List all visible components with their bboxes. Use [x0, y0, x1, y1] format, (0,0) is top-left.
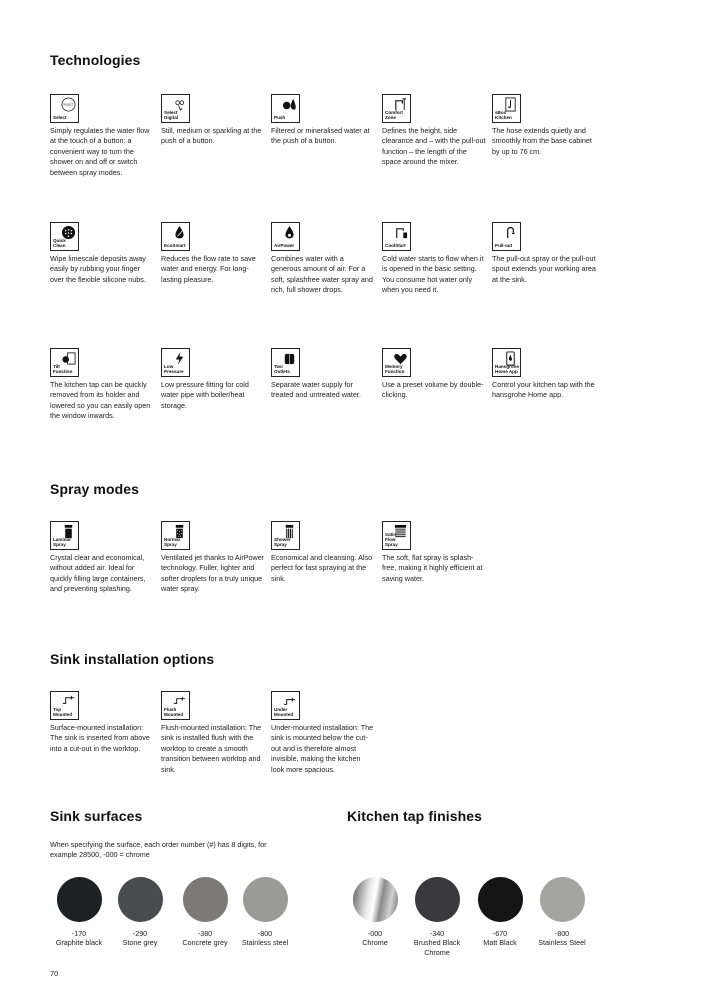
feature-item	[492, 348, 596, 401]
feature-icon-box	[492, 94, 521, 123]
surface-code: -380	[197, 929, 213, 938]
spray-modes-heading: Spray modes	[50, 481, 140, 497]
feature-description: Defines the height, side clearance and – with the pull-out function – the length of the space around the mixer.	[382, 126, 486, 167]
feature-item	[161, 348, 265, 411]
feature-icon-box	[382, 94, 411, 123]
feature-item	[271, 94, 375, 147]
feature-icon-box	[50, 521, 79, 550]
feature-item	[382, 521, 486, 584]
surface-name: Concrete grey	[182, 938, 228, 947]
feature-description: Still, medium or sparkling at the push of a button.	[161, 126, 262, 146]
feature-icon-label: CoolStart	[385, 243, 406, 248]
feature-description: Crystal clear and economical, without added air. Ideal for quickly filling large containers, and preventing splashing.	[50, 553, 146, 594]
feature-item	[271, 348, 375, 401]
feature-icon-box	[492, 222, 521, 251]
ecosmart-icon	[172, 225, 187, 240]
feature-description: Ventilated jet thanks to AirPower technology. Fuller, lighter and softer droplets for a truly unique water spray.	[161, 553, 265, 594]
feature-description: Simply regulates the water flow at the touch of a button: a convenient way to turn the shower on and off or switch between spray modes.	[50, 126, 150, 177]
feature-icon-label: Hansgrohe Home App	[495, 364, 519, 374]
finish-name: Matt Black	[483, 938, 517, 947]
feature-icon-box	[161, 94, 190, 123]
surface-color-disc	[118, 877, 163, 922]
feature-icon-label: Two Outlets	[274, 364, 290, 374]
feature-icon-label: Satin Flow Spray	[385, 532, 398, 547]
feature-icon-box	[50, 222, 79, 251]
feature-icon-label: Select Digital	[164, 110, 179, 120]
feature-description: The kitchen tap can be quickly removed from its holder and lowered so you can easily open the window inwards.	[50, 380, 151, 421]
feature-icon-label: Shower Spray	[274, 537, 291, 547]
feature-icon-box	[50, 691, 79, 720]
tap-finishes-heading: Kitchen tap finishes	[347, 808, 483, 824]
feature-description: Cold water starts to flow when it is opened in the basic setting. You consume hot water only when you need it.	[382, 254, 484, 295]
feature-item	[382, 222, 486, 296]
finish-name: Chrome	[362, 938, 388, 947]
surface-name: Graphite black	[55, 938, 103, 947]
sink-installation-heading: Sink installation options	[50, 651, 215, 667]
feature-icon-label: EcoSmart	[164, 243, 186, 248]
select-button-icon	[61, 97, 76, 112]
feature-icon-label: Laminar Spray	[53, 537, 71, 547]
feature-icon-box	[50, 94, 79, 123]
feature-description: The pull-out spray or the pull-out spout extends your working area at the sink.	[492, 254, 596, 284]
finish-color-disc	[353, 877, 398, 922]
feature-icon-label: Tilt Function	[53, 364, 73, 374]
feature-description: Surface-mounted installation: The sink is inserted from above into a cut-out in the worktop.	[50, 723, 150, 753]
feature-icon-box	[161, 348, 190, 377]
feature-icon-label: sBox Kitchen	[495, 110, 512, 120]
feature-icon-box	[161, 222, 190, 251]
coolstart-icon	[393, 225, 408, 240]
feature-description: Flush-mounted installation: The sink is installed flush with the worktop to create a smooth transition between worktop and sink.	[161, 723, 262, 774]
surface-swatch	[220, 877, 310, 948]
feature-description: Reduces the flow rate to save water and energy. For long-lasting pleasure.	[161, 254, 256, 284]
feature-item	[50, 222, 154, 285]
feature-icon-box	[382, 521, 411, 550]
feature-description: Separate water supply for treated and untreated water.	[271, 380, 361, 400]
finish-code: -800	[554, 929, 570, 938]
feature-description: Control your kitchen tap with the hansgrohe Home app.	[492, 380, 595, 400]
feature-icon-box	[161, 691, 190, 720]
feature-icon-label: Memory Function	[385, 364, 405, 374]
feature-item	[50, 521, 154, 595]
push-icon	[282, 97, 297, 112]
sink-surfaces-heading: Sink surfaces	[50, 808, 143, 824]
feature-item	[382, 348, 486, 401]
feature-item	[271, 521, 375, 584]
feature-icon-label: Pull-out	[495, 243, 513, 248]
technologies-heading: Technologies	[50, 52, 141, 68]
feature-item	[50, 348, 154, 422]
surface-code: -800	[257, 929, 273, 938]
feature-item	[50, 691, 154, 754]
feature-item	[271, 222, 375, 296]
feature-icon-box	[271, 691, 300, 720]
finish-code: -340	[429, 929, 445, 938]
feature-item	[492, 222, 596, 285]
feature-icon-box	[271, 94, 300, 123]
feature-icon-label: Top Mounted	[53, 707, 73, 717]
feature-icon-label: Push	[274, 115, 286, 120]
feature-icon-label: Low Pressure	[164, 364, 184, 374]
feature-icon-label: Comfort Zone	[385, 110, 403, 120]
feature-icon-box	[271, 222, 300, 251]
feature-description: Filtered or mineralised water at the push of a button.	[271, 126, 370, 146]
svg-text:SELECT: SELECT	[63, 102, 74, 107]
feature-description: Low pressure fitting for cold water pipe with boiler/heat storage.	[161, 380, 249, 410]
feature-item	[50, 94, 154, 178]
feature-item	[492, 94, 596, 157]
finish-color-disc	[415, 877, 460, 922]
finish-color-disc	[478, 877, 523, 922]
feature-icon-box	[271, 521, 300, 550]
feature-icon-box	[492, 348, 521, 377]
feature-icon-label: Under Mounted	[274, 707, 294, 717]
surface-name: Stone grey	[122, 938, 158, 947]
feature-icon-box	[271, 348, 300, 377]
feature-description: The hose extends quietly and smoothly from the base cabinet by up to 76 cm.	[492, 126, 592, 156]
feature-description: Wipe limescale deposits away easily by rubbing your finger over the flexible silicone nubs.	[50, 254, 146, 284]
feature-item	[161, 521, 265, 595]
feature-item	[161, 691, 265, 775]
feature-item	[161, 94, 265, 147]
feature-description: Combines water with a generous amount of air. For a soft, splashfree water spray and rich, full shower drops.	[271, 254, 373, 295]
surface-name: Stainless steel	[241, 938, 289, 947]
surface-code: -290	[132, 929, 148, 938]
feature-icon-label: Quick Clean	[53, 238, 66, 248]
feature-item	[161, 222, 265, 285]
feature-icon-label: Flush Mounted	[164, 707, 184, 717]
finish-color-disc	[540, 877, 585, 922]
finish-code: -670	[492, 929, 508, 938]
feature-description: The soft, flat spray is splash-free, making it highly efficient at saving water.	[382, 553, 483, 583]
feature-icon-box	[161, 521, 190, 550]
airpower-icon	[282, 225, 297, 240]
feature-description: Under-mounted installation: The sink is mounted below the cut-out and is therefore almost invisible, making the kitchen look more spacious.	[271, 723, 374, 774]
surface-color-disc	[243, 877, 288, 922]
finish-name: Stainless Steel	[538, 938, 586, 947]
finish-swatch	[517, 877, 607, 948]
feature-item	[382, 94, 486, 168]
feature-icon-label: Normal Spray	[164, 537, 180, 547]
pull-out-icon	[503, 225, 518, 240]
feature-description: Use a preset volume by double-clicking.	[382, 380, 484, 400]
sink-surfaces-note: When specifying the surface, each order number (#) has 8 digits, for example 28500, -000 = chrome	[50, 840, 267, 860]
feature-icon-box	[382, 222, 411, 251]
finish-name: Brushed Black Chrome	[413, 938, 461, 957]
feature-icon-box	[50, 348, 79, 377]
feature-icon-box	[382, 348, 411, 377]
page-number: 70	[50, 969, 59, 978]
feature-item	[271, 691, 375, 775]
feature-description: Economical and cleansing. Also perfect for fast spraying at the sink.	[271, 553, 373, 583]
feature-icon-label: AirPower	[274, 243, 295, 248]
feature-icon-label: Select	[53, 115, 67, 120]
surface-code: -170	[71, 929, 87, 938]
finish-code: -000	[367, 929, 383, 938]
